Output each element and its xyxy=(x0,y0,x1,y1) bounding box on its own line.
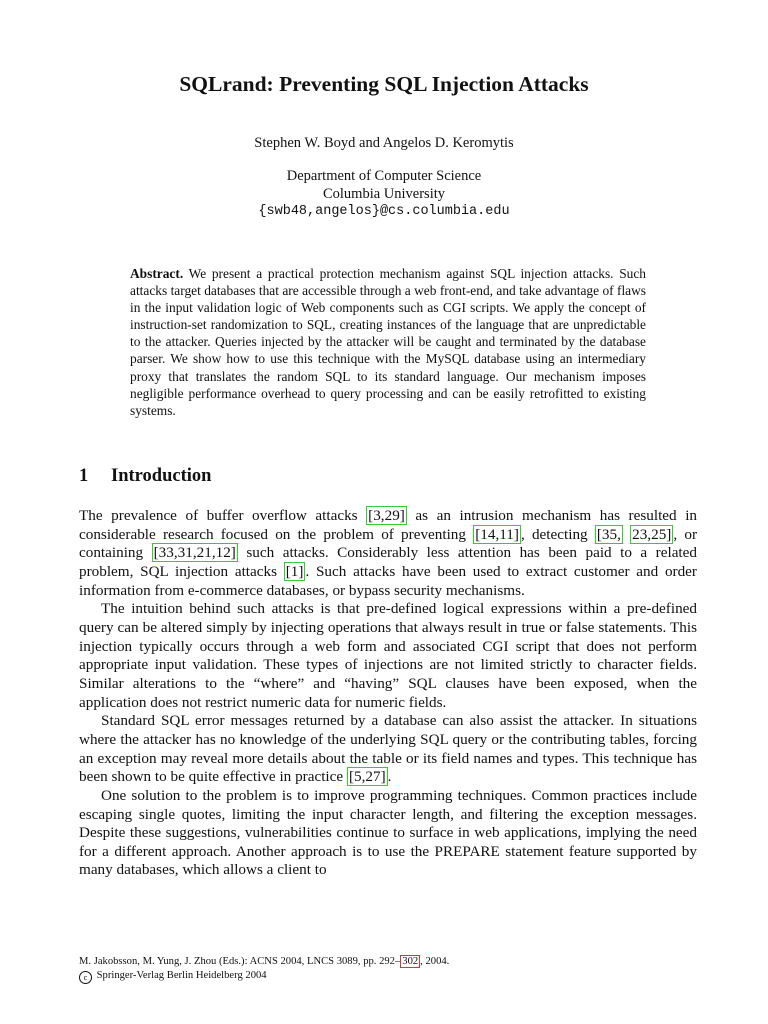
paragraph-text: such attacks. Considerably less attention has been paid to a related problem, SQL injection attacks xyxy=(79,544,697,580)
section-heading xyxy=(79,466,211,487)
abstract xyxy=(130,265,646,419)
copyright-line xyxy=(79,969,697,984)
section-number: 1 xyxy=(79,466,89,486)
paragraph-1 xyxy=(79,507,697,600)
citation-link[interactable]: [3,29] xyxy=(368,507,405,524)
paragraph-2: The intuition behind such attacks is that pre-defined logical expressions within a pre-defined query can be altered simply by injecting operations that always result in true or false statements. This injection typically occurs through a web form and associated CGI script that does not perform appropriate input validation. These types of injections are not limited strictly to character fields. Similar alterations to the “where” and “having” SQL clauses have been exposed, when the application does not restrict numeric data for numeric fields. xyxy=(79,600,697,711)
paragraph-text: The prevalence of buffer overflow attacks xyxy=(79,507,367,524)
department: Department of Computer Science xyxy=(286,168,482,184)
citation-link[interactable]: 23,25] xyxy=(632,525,672,543)
paragraph-3 xyxy=(79,712,697,787)
citation-text: , 2004. xyxy=(420,956,450,967)
citation-link[interactable]: [33,31,21,12] xyxy=(153,544,236,562)
paragraph-text: , or containing xyxy=(79,525,698,562)
copyright-text: Springer-Verlag Berlin Heidelberg 2004 xyxy=(96,969,267,981)
paragraph-text: . xyxy=(387,768,392,786)
paragraph-text: as an intrusion mechanism has resulted in considerable research focused on the problem of preventing xyxy=(79,507,698,543)
citation-link[interactable]: [5,27] xyxy=(348,768,386,786)
citation-link[interactable]: [1] xyxy=(285,562,304,580)
copyright-icon: c xyxy=(79,971,92,984)
paragraph-text: Standard SQL error messages returned by a database can also assist the attacker. In situations where the attacker has no knowledge of the underlying SQL query or the contributing tables, forcing an exception may reveal more details about the table or its field names and types. This technique has been shown to be quite effective in practice xyxy=(79,712,697,786)
body-text xyxy=(79,507,697,880)
citation-link[interactable]: [14,11] xyxy=(475,525,519,543)
citation-link[interactable]: [35, xyxy=(596,525,621,543)
affiliation xyxy=(0,168,768,221)
citation-text: M. Jakobsson, M. Yung, J. Zhou (Eds.): ACNS 2004, LNCS 3089, pp. 292– xyxy=(79,956,401,967)
citation-line xyxy=(79,955,697,969)
page-footer xyxy=(79,955,697,984)
university: Columbia University xyxy=(322,185,446,202)
abstract-text: We present a practical protection mechanism against SQL injection attacks. Such attacks target databases that are accessible through a web front-end, and take advantage of flaws in the input validation logic of Web components such as CGI scripts. We apply the concept of instruction-set randomization to SQL, creating instances of the language that are unpredictable to the attacker. Queries injected by the attacker will be caught and terminated by the database parser. We show how to use this technique with the MySQL database using an intermediary proxy that translates the random SQL to its standard language. Our mechanism imposes negligible performance overhead to query processing and can be easily retrofitted to existing systems. xyxy=(130,266,646,418)
page-link[interactable]: 302 xyxy=(402,956,419,967)
authors: Stephen W. Boyd and Angelos D. Keromytis xyxy=(254,135,514,151)
author-email: {swb48,angelos}@cs.columbia.edu xyxy=(258,204,510,219)
paragraph-text: . Such attacks have been used to extract customer and order information from e-commerce databases, or bypass security mechanisms. xyxy=(79,562,697,599)
paragraph-4: One solution to the problem is to improve programming techniques. Common practices include escaping single quotes, limiting the input character length, and filtering the exception messages. Despite these suggestions, vulnerabilities continue to surface in web applications, implying the need for a different approach. Another approach is to use the PREPARE statement feature supported by many databases, which allows a client to xyxy=(79,786,697,879)
abstract-label: Abstract. xyxy=(130,266,184,281)
paragraph-text: , detecting xyxy=(520,525,595,543)
section-title: Introduction xyxy=(111,466,212,486)
paper-title: SQLrand: Preventing SQL Injection Attacks xyxy=(179,72,589,96)
